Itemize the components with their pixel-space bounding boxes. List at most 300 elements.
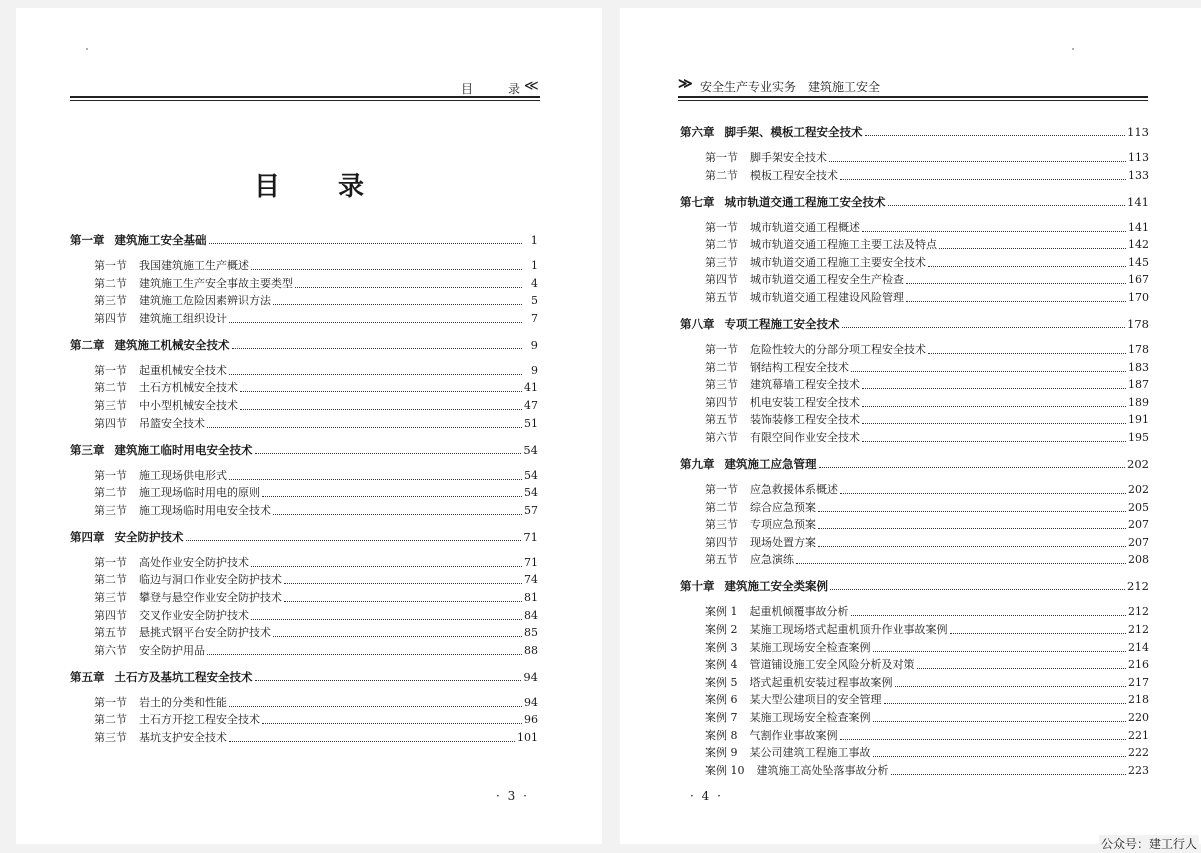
toc-entry-label: 第二节 [705,500,738,514]
toc-entry-label: 第四节 [705,273,738,287]
toc-section-entry[interactable] [680,760,1149,778]
toc-entry-label: 第九章 [680,457,715,471]
toc-entry-page: 57 [524,503,538,517]
left-header-char-1: 目 [461,82,474,96]
toc-entry-page: 218 [1128,693,1149,707]
toc-entry-label: 第一节 [705,483,738,496]
toc-entry-label: 第二节 [94,713,127,727]
toc-section-entry[interactable] [680,707,1149,725]
toc-section-entry[interactable] [680,532,1149,550]
toc-entry-title: 安全防护技术 [114,529,184,544]
toc-chapter-entry[interactable] [70,229,538,247]
toc-leader-dots [928,352,1126,354]
toc-section-entry[interactable] [680,637,1149,655]
toc-entry-title: 某大型公建项目的安全管理 [749,693,882,707]
toc-entry-title: 岩土的分类和性能 [139,695,227,709]
toc-leader-dots [229,705,522,707]
toc-entry-label: 第三章 [70,442,105,457]
toc-entry-label: 第四节 [94,608,127,622]
left-page [16,8,602,844]
toc-entry-title: 建筑施工机械安全技术 [114,337,230,352]
toc-entry-label: 案例 3 [705,640,738,654]
toc-entry-title: 气割作业事故案例 [749,728,838,742]
toc-entry-page: 220 [1128,711,1149,724]
toc-entry-page: 189 [1128,395,1149,409]
toc-entry-label: 案例 10 [705,763,745,777]
toc-entry-label: 第四章 [70,529,105,544]
toc-leader-dots [229,740,515,742]
toc-entry-label: 第三节 [94,591,127,604]
left-header-char-2: 录 [508,82,521,96]
toc-entry-label: 案例 2 [705,623,738,636]
right-page [620,8,1201,844]
toc-entry-title: 基坑支护安全技术 [139,731,227,744]
toc-leader-dots [928,265,1126,267]
toc-entry-title: 高处作业安全防护技术 [139,555,249,569]
toc-entry-label: 第二节 [705,168,738,182]
toc-entry-label: 第五章 [70,669,105,684]
toc-entry-page: 208 [1128,553,1149,567]
toc-section-entry[interactable] [70,622,538,640]
toc-entry-title: 建筑施工应急管理 [724,457,817,471]
toc-section-entry[interactable] [70,552,538,570]
toc-chapter-entry[interactable] [680,121,1149,139]
toc-entry-page: 212 [1127,579,1149,594]
toc-leader-dots [229,321,522,323]
toc-section-entry[interactable] [70,377,538,395]
toc-chapter-entry[interactable] [680,453,1149,471]
toc-entry-page: 84 [524,608,538,622]
toc-entry-title: 城市轨道交通工程概述 [750,220,860,234]
toc-entry-page: 207 [1128,535,1149,549]
toc-leader-dots [262,722,522,724]
toc-entry-page: 187 [1128,378,1149,392]
toc-leader-dots [240,408,522,410]
toc-entry-page: 74 [524,573,538,587]
toc-section-entry[interactable] [680,357,1149,375]
toc-entry-page: 9 [531,363,538,377]
toc-leader-dots [873,755,1127,757]
toc-leader-dots [818,527,1126,529]
toc-entry-title: 建筑施工安全基础 [114,233,207,247]
toc-entry-title: 应急演练 [750,553,794,567]
toc-section-entry[interactable] [70,500,538,518]
toc-leader-dots [830,588,1125,590]
toc-entry-title: 城市轨道交通工程建设风险管理 [750,291,904,304]
toc-entry-page: 47 [524,399,538,412]
toc-entry-label: 第七章 [680,194,715,209]
toc-entry-page: 170 [1128,291,1149,304]
toc-entry-label: 第一节 [94,363,127,377]
toc-leader-dots [840,492,1126,494]
toc-leader-dots [255,679,522,681]
toc-section-entry[interactable] [680,742,1149,760]
toc-entry-title: 机电安装工程安全技术 [750,395,860,409]
toc-entry-label: 第五节 [705,553,738,567]
toc-leader-dots [251,565,522,567]
toc-entry-label: 第五节 [705,291,738,304]
toc-entry-page: 212 [1128,605,1149,619]
toc-section-entry[interactable] [680,252,1149,270]
toc-entry-label: 案例 4 [705,658,738,672]
toc-entry-label: 第六节 [94,643,127,657]
toc-entry-page: 141 [1128,220,1149,234]
toc-section-entry[interactable] [70,640,538,658]
toc-entry-page: 207 [1128,518,1149,532]
toc-leader-dots [906,282,1126,284]
toc-entry-title: 吊篮安全技术 [139,416,205,430]
toc-leader-dots [917,667,1127,669]
toc-entry-label: 第五节 [705,413,738,427]
toc-entry-title: 综合应急预案 [750,500,816,514]
toc-entry-page: 178 [1128,343,1149,356]
toc-leader-dots [829,160,1126,162]
toc-section-entry[interactable] [680,234,1149,252]
left-toc [70,8,538,808]
toc-entry-label: 案例 8 [705,728,738,742]
toc-entry-title: 钢结构工程安全技术 [750,360,849,374]
toc-section-entry[interactable] [70,395,538,413]
toc-leader-dots [207,653,522,655]
toc-section-entry[interactable] [680,514,1149,532]
toc-entry-title: 专项应急预案 [750,518,816,532]
left-page-number: · 3 · [496,789,529,803]
toc-leader-dots [840,178,1126,180]
toc-leader-dots [207,426,522,428]
toc-entry-label: 第二节 [705,238,738,252]
toc-entry-title: 起重机倾覆事故分析 [749,605,849,619]
toc-entry-page: 142 [1128,238,1149,252]
toc-entry-title: 某施工现场安全检查案例 [749,640,871,654]
toc-entry-label: 第一节 [705,151,738,164]
toc-section-entry[interactable] [680,165,1149,183]
toc-entry-page: 41 [524,381,538,395]
toc-entry-page: 202 [1127,457,1149,471]
toc-entry-title: 塔式起重机安装过程事故案例 [749,675,893,689]
toc-entry-label: 第三节 [94,503,127,517]
toc-section-entry[interactable] [680,147,1149,165]
toc-section-entry[interactable] [680,549,1149,567]
toc-section-entry[interactable] [70,569,538,587]
toc-entry-label: 案例 9 [705,746,738,760]
toc-entry-label: 第三节 [705,255,738,269]
toc-entry-page: 96 [524,713,538,727]
toc-entry-label: 第四节 [94,416,127,430]
toc-entry-page: 54 [524,486,538,500]
toc-leader-dots [273,303,522,305]
toc-section-entry[interactable] [680,287,1149,305]
toc-entry-label: 第五节 [94,626,127,640]
toc-entry-label: 第三节 [705,518,738,532]
toc-entry-page: 71 [524,555,538,569]
toc-entry-page: 141 [1127,194,1149,209]
toc-leader-dots [862,387,1126,389]
toc-entry-label: 案例 6 [705,693,738,707]
toc-section-entry[interactable] [680,619,1149,637]
toc-entry-label: 第三节 [94,399,127,412]
toc-entry-page: 212 [1128,623,1149,636]
toc-section-entry[interactable] [680,392,1149,410]
toc-entry-label: 第二节 [705,360,738,374]
toc-entry-page: 183 [1128,360,1149,374]
toc-leader-dots [862,405,1126,407]
toc-entry-label: 第一节 [94,695,127,709]
toc-entry-label: 第十章 [680,579,715,594]
toc-entry-page: 94 [524,695,538,709]
toc-leader-dots [865,134,1126,136]
toc-leader-dots [273,635,522,637]
toc-entry-title: 城市轨道交通工程安全生产检查 [750,273,904,287]
toc-leader-dots [240,390,522,392]
toc-title: 目录 [253,172,422,202]
toc-section-entry[interactable] [680,689,1149,707]
toc-entry-label: 第二节 [94,276,127,290]
toc-section-entry[interactable] [70,709,538,727]
toc-entry-title: 土石方机械安全技术 [139,381,238,395]
toc-section-entry[interactable] [680,725,1149,743]
toc-entry-title: 中小型机械安全技术 [139,399,238,412]
toc-leader-dots [873,650,1127,652]
toc-entry-page: 101 [517,731,538,744]
toc-entry-title: 脚手架安全技术 [750,151,827,164]
toc-section-entry[interactable] [680,654,1149,672]
toc-leader-dots [229,373,522,375]
toc-entry-title: 危险性较大的分部分项工程安全技术 [750,343,926,356]
toc-section-entry[interactable] [680,374,1149,392]
toc-entry-title: 管道铺设施工安全风险分析及对策 [749,658,915,672]
toc-entry-title: 建筑施工生产安全事故主要类型 [139,276,293,290]
right-header-mark-icon: ≫ [678,76,693,92]
toc-entry-title: 现场处置方案 [750,535,816,549]
toc-entry-label: 案例 1 [705,605,738,619]
toc-entry-page: 113 [1127,125,1149,139]
toc-leader-dots [251,618,522,620]
toc-leader-dots [818,545,1126,547]
toc-entry-page: 221 [1128,728,1149,742]
toc-entry-label: 第六节 [705,431,738,444]
toc-leader-dots [232,347,523,349]
toc-leader-dots [873,720,1127,722]
toc-entry-page: 191 [1128,413,1149,427]
toc-section-entry[interactable] [680,409,1149,427]
toc-entry-label: 第四节 [94,311,127,325]
toc-entry-label: 第二节 [94,381,127,395]
toc-leader-dots [939,247,1126,249]
toc-section-entry[interactable] [680,427,1149,445]
toc-entry-title: 起重机械安全技术 [139,363,227,377]
toc-entry-title: 应急救援体系概述 [750,483,838,496]
toc-leader-dots [284,582,522,584]
toc-entry-label: 第一节 [94,555,127,569]
toc-entry-page: 54 [523,442,538,457]
toc-entry-title: 某公司建筑工程施工事故 [749,746,871,760]
toc-chapter-entry[interactable] [680,313,1149,331]
toc-entry-label: 第一节 [94,259,127,272]
toc-entry-page: 113 [1128,151,1149,164]
toc-entry-title: 攀登与悬空作业安全防护技术 [139,591,282,604]
toc-entry-page: 1 [531,259,538,272]
right-header-title: 安全生产专业实务 建筑施工安全 [700,80,881,94]
toc-entry-title: 城市轨道交通工程施工主要安全技术 [750,255,926,269]
toc-entry-title: 施工现场供电形式 [139,468,227,482]
toc-entry-label: 第六章 [680,125,715,139]
toc-leader-dots [851,370,1126,372]
toc-section-entry[interactable] [680,497,1149,515]
toc-entry-page: 94 [523,669,538,684]
toc-entry-title: 城市轨道交通工程施工安全技术 [724,194,886,209]
toc-entry-title: 施工现场临时用电安全技术 [139,503,271,517]
toc-entry-title: 我国建筑施工生产概述 [139,259,249,272]
toc-leader-dots [818,510,1126,512]
toc-leader-dots [895,685,1127,687]
toc-entry-label: 第二节 [94,486,127,500]
toc-leader-dots [796,562,1126,564]
toc-entry-title: 土石方开挖工程安全技术 [139,713,260,727]
toc-entry-page: 178 [1127,317,1149,331]
toc-section-entry[interactable] [70,727,538,745]
toc-leader-dots [819,466,1126,468]
toc-section-entry[interactable] [680,479,1149,497]
toc-entry-title: 建筑施工临时用电安全技术 [114,442,253,457]
toc-section-entry[interactable] [70,413,538,431]
toc-entry-label: 第三节 [94,731,127,744]
toc-entry-label: 第四节 [705,395,738,409]
toc-entry-title: 建筑施工组织设计 [139,311,227,325]
toc-entry-page: 88 [524,643,538,657]
toc-entry-page: 5 [531,294,538,308]
toc-entry-label: 第一节 [705,343,738,356]
toc-section-entry[interactable] [70,482,538,500]
toc-entry-label: 第一节 [705,220,738,234]
toc-leader-dots [862,230,1126,232]
toc-entry-page: 51 [524,416,538,430]
toc-entry-page: 217 [1128,675,1149,689]
toc-entry-title: 悬挑式钢平台安全防护技术 [139,626,271,640]
toc-entry-title: 装饰装修工程安全技术 [750,413,860,427]
toc-entry-label: 第一节 [94,468,127,482]
toc-leader-dots [255,452,522,454]
toc-entry-label: 第三节 [705,378,738,392]
toc-chapter-entry[interactable] [70,666,538,684]
toc-entry-label: 第三节 [94,294,127,308]
toc-entry-title: 施工现场临时用电的原则 [139,486,260,500]
toc-leader-dots [888,204,1126,206]
toc-section-entry[interactable] [680,217,1149,235]
toc-leader-dots [273,513,522,515]
toc-leader-dots [186,539,522,541]
toc-entry-label: 第八章 [680,317,715,331]
toc-entry-label: 第一章 [70,233,105,247]
toc-leader-dots [842,326,1126,328]
toc-section-entry[interactable] [70,255,538,273]
toc-section-entry[interactable] [70,308,538,326]
toc-entry-title: 建筑施工安全类案例 [724,579,828,594]
toc-entry-page: 7 [531,311,538,325]
toc-chapter-entry[interactable] [70,439,538,457]
toc-leader-dots [862,440,1126,442]
toc-entry-page: 195 [1128,431,1149,444]
toc-leader-dots [950,632,1127,634]
toc-leader-dots [884,702,1127,704]
right-page-number: · 4 · [690,789,723,803]
toc-leader-dots [251,268,522,270]
toc-section-entry[interactable] [70,692,538,710]
toc-entry-page: 4 [531,276,538,290]
toc-leader-dots [295,286,522,288]
toc-entry-page: 133 [1128,168,1149,182]
toc-section-entry[interactable] [70,360,538,378]
left-header-mark-icon: ≪ [524,78,539,94]
toc-leader-dots [862,422,1126,424]
toc-entry-title: 某施工现场塔式起重机顶升作业事故案例 [749,623,948,636]
toc-entry-title: 模板工程安全技术 [750,168,838,182]
toc-entry-title: 某施工现场安全检查案例 [749,711,871,724]
toc-entry-title: 建筑施工危险因素辨识方法 [139,294,271,308]
toc-entry-page: 202 [1128,483,1149,496]
toc-section-entry[interactable] [70,587,538,605]
toc-entry-page: 1 [530,233,538,247]
toc-leader-dots [840,738,1127,740]
toc-section-entry[interactable] [70,605,538,623]
toc-entry-label: 第二章 [70,337,105,352]
toc-entry-page: 81 [524,591,538,604]
toc-leader-dots [229,478,522,480]
toc-section-entry[interactable] [70,465,538,483]
toc-leader-dots [284,600,522,602]
toc-section-entry[interactable] [70,290,538,308]
toc-section-entry[interactable] [680,601,1149,619]
toc-entry-title: 专项工程施工安全技术 [724,317,840,331]
toc-section-entry[interactable] [70,273,538,291]
right-toc [680,8,1149,808]
toc-entry-page: 71 [523,529,538,544]
footer-watermark-note: 公众号：建工行人 [1100,837,1197,851]
toc-entry-page: 223 [1128,763,1149,777]
toc-entry-title: 临边与洞口作业安全防护技术 [139,573,282,587]
toc-entry-label: 第二节 [94,573,127,587]
toc-entry-label: 第四节 [705,535,738,549]
toc-section-entry[interactable] [680,269,1149,287]
toc-entry-label: 案例 7 [705,711,738,724]
toc-entry-title: 建筑幕墙工程安全技术 [750,378,860,392]
toc-entry-page: 9 [530,337,538,352]
toc-section-entry[interactable] [680,672,1149,690]
toc-chapter-entry[interactable] [680,575,1149,593]
toc-entry-page: 214 [1128,640,1149,654]
toc-entry-title: 土石方及基坑工程安全技术 [114,669,253,684]
toc-entry-page: 216 [1128,658,1149,672]
toc-leader-dots [891,773,1127,775]
toc-entry-page: 205 [1128,500,1149,514]
toc-chapter-entry[interactable] [70,526,538,544]
toc-entry-page: 85 [524,626,538,640]
toc-entry-title: 交叉作业安全防护技术 [139,608,249,622]
toc-entry-page: 222 [1128,746,1149,760]
toc-entry-page: 167 [1128,273,1149,287]
toc-entry-title: 城市轨道交通工程施工主要工法及特点 [750,238,937,252]
toc-entry-page: 145 [1128,255,1149,269]
toc-entry-title: 安全防护用品 [139,643,205,657]
toc-leader-dots [209,242,523,244]
toc-chapter-entry[interactable] [680,191,1149,209]
toc-chapter-entry[interactable] [70,334,538,352]
toc-entry-page: 54 [524,468,538,482]
toc-section-entry[interactable] [680,339,1149,357]
toc-entry-title: 脚手架、模板工程安全技术 [724,125,863,139]
toc-leader-dots [906,300,1126,302]
toc-entry-label: 案例 5 [705,675,738,689]
toc-leader-dots [262,495,522,497]
